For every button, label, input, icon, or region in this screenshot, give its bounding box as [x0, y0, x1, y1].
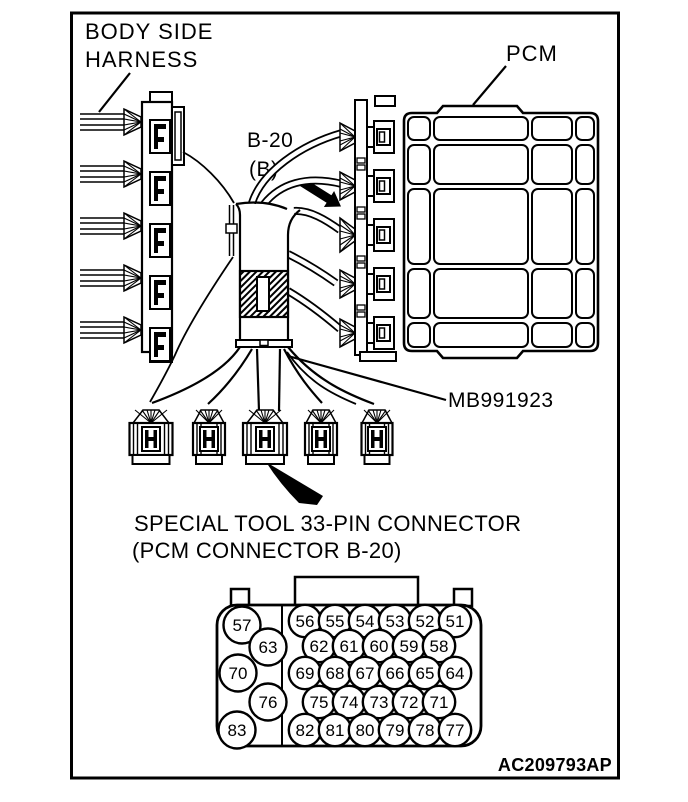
- pin-79: [379, 714, 411, 746]
- pin-53-number: 53: [385, 612, 405, 631]
- pin-connector-top-tab: [295, 577, 418, 606]
- pin-74-number: 74: [339, 693, 359, 712]
- pin-70: [220, 655, 257, 692]
- connector-base: [196, 455, 222, 464]
- pin-81: [319, 714, 351, 746]
- pin-67: [349, 657, 381, 689]
- pin-83: [219, 712, 256, 749]
- pin-66: [379, 657, 411, 689]
- tool-number-label: MB991923: [448, 389, 554, 412]
- pin-61-number: 61: [339, 637, 359, 656]
- pin-connector-right-lug: [454, 589, 472, 606]
- pin-79-number: 79: [385, 721, 405, 740]
- pin-65-number: 65: [415, 664, 435, 683]
- caption-line2: (PCM CONNECTOR B-20): [132, 538, 402, 563]
- trunk-hatch-band: [240, 271, 288, 317]
- pcm-module: [340, 96, 598, 361]
- harness-label-line2: HARNESS: [85, 47, 199, 72]
- connector-base: [365, 455, 390, 464]
- pin-75-number: 75: [309, 693, 329, 712]
- pin-81-number: 81: [325, 721, 345, 740]
- pcm-plate-bottom-tab: [360, 352, 396, 361]
- pin-72-number: 72: [399, 693, 419, 712]
- pcm-label: PCM: [506, 41, 558, 66]
- pin-80: [349, 714, 381, 746]
- pin-69-number: 69: [295, 664, 315, 683]
- pin-78-number: 78: [415, 721, 435, 740]
- pin-70-number: 70: [228, 664, 248, 683]
- pin-82: [289, 714, 321, 746]
- pin-82-number: 82: [295, 721, 315, 740]
- pin-64: [439, 657, 471, 689]
- wire-clip: [226, 224, 237, 233]
- b20-label-line2: (B): [249, 158, 279, 181]
- pin-58-number: 58: [429, 637, 449, 656]
- pin-64-number: 64: [445, 664, 465, 683]
- pin-71-number: 71: [429, 693, 449, 712]
- pin-80-number: 80: [355, 721, 375, 740]
- pin-grid: [219, 605, 472, 749]
- pcm-plate-top-tab: [375, 96, 395, 106]
- hatch-band-window: [257, 277, 269, 311]
- caption-line1: SPECIAL TOOL 33-PIN CONNECTOR: [134, 511, 522, 536]
- pin-66-number: 66: [385, 664, 405, 683]
- pin-77: [439, 714, 471, 746]
- harness-mating-slot: [175, 112, 181, 160]
- pin-68: [319, 657, 351, 689]
- pin-67-number: 67: [355, 664, 375, 683]
- pin-63-number: 63: [258, 638, 278, 657]
- pin-68-number: 68: [325, 664, 345, 683]
- connector-base: [133, 455, 170, 464]
- pin-54-number: 54: [355, 612, 375, 631]
- pin-56-number: 56: [295, 612, 315, 631]
- breakout-connector: [305, 410, 337, 464]
- trunk-clamp-tab: [260, 340, 268, 346]
- pin-83-number: 83: [227, 721, 247, 740]
- pin-65: [409, 657, 441, 689]
- pin-60-number: 60: [369, 637, 389, 656]
- harness-top-tab: [150, 92, 172, 102]
- pin-55-number: 55: [325, 612, 345, 631]
- connector-base: [308, 455, 334, 464]
- pin-76: [250, 684, 287, 721]
- pin-connector-left-lug: [231, 589, 249, 606]
- figure-code: AC209793AP: [497, 755, 612, 775]
- pin-57-number: 57: [232, 616, 252, 635]
- pin-77-number: 77: [445, 721, 465, 740]
- connector-base: [246, 455, 284, 464]
- b20-label-line1: B-20: [247, 129, 294, 152]
- pin-63: [250, 629, 287, 666]
- breakout-connector: [362, 410, 393, 464]
- pin-59-number: 59: [399, 637, 419, 656]
- pin-73-number: 73: [369, 693, 389, 712]
- pin-78: [409, 714, 441, 746]
- pin-69: [289, 657, 321, 689]
- pin-76-number: 76: [258, 693, 278, 712]
- pin-51-number: 51: [445, 612, 465, 631]
- breakout-connector: [193, 410, 225, 464]
- breakout-connector: [130, 410, 173, 464]
- pin-62-number: 62: [309, 637, 329, 656]
- pin-52-number: 52: [415, 612, 435, 631]
- harness-label-line1: BODY SIDE: [85, 19, 214, 44]
